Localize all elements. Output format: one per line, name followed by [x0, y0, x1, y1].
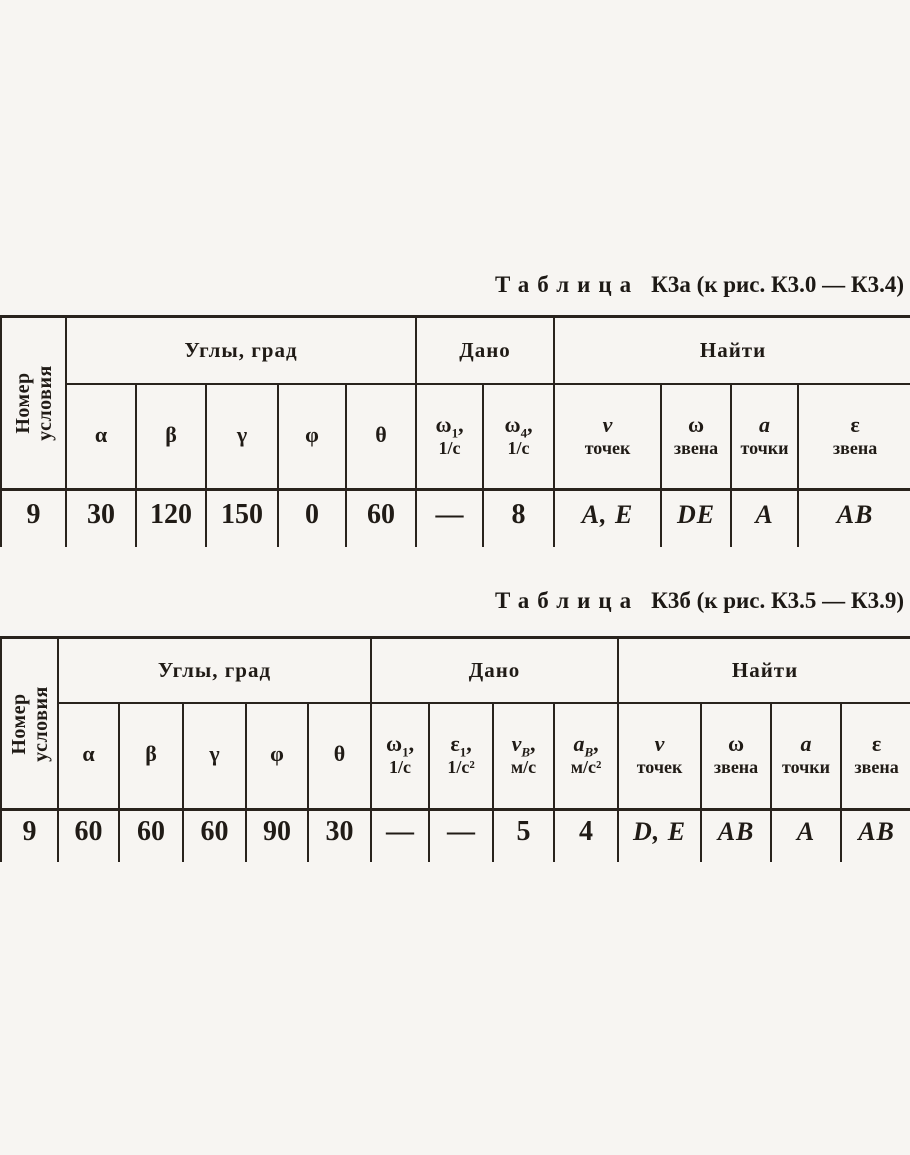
table1-title-word: Таблица [495, 272, 640, 297]
t2-colhead-vB: $v_B$, м/с [493, 703, 554, 810]
t1-val-beta: 120 [136, 490, 206, 547]
t1-val-phi: 0 [278, 490, 346, 547]
table2-title-ref: К3б (к рис. К3.5 — К3.9) [651, 588, 904, 613]
t2-group-given: Дано [371, 638, 618, 703]
t1-val-alpha: 30 [66, 490, 136, 547]
table2-title [495, 588, 904, 614]
t1-corner-header: Номер условия [1, 317, 66, 490]
table1-title [495, 272, 904, 298]
t2-val-a-point: A [771, 810, 841, 862]
t1-val-omega4: 8 [483, 490, 554, 547]
t2-group-find: Найти [618, 638, 910, 703]
t2-val-beta: 60 [119, 810, 183, 862]
t2-colhead-eps1: $\varepsilon_1$, 1/с² [429, 703, 493, 810]
table1-title-ref: К3а (к рис. К3.0 — К3.4) [651, 272, 904, 297]
t1-val-v-points: A, E [554, 490, 661, 547]
t1-group-find: Найти [554, 317, 910, 384]
t2-colhead-a-point: a точки [771, 703, 841, 810]
t2-colhead-eps-link: ε звена [841, 703, 910, 810]
t2-val-alpha: 60 [58, 810, 119, 862]
table-k3b [0, 636, 910, 862]
t1-val-a-point: A [731, 490, 798, 547]
t2-colhead-gamma: γ [183, 703, 246, 810]
t1-val-number: 9 [1, 490, 66, 547]
t2-corner-header: Номер условия [1, 638, 58, 810]
t1-colhead-beta: β [136, 384, 206, 490]
t2-val-eps-link: AB [841, 810, 910, 862]
t1-colhead-a-point: a точки [731, 384, 798, 490]
t1-colhead-alpha: α [66, 384, 136, 490]
t1-val-omega-link: DE [661, 490, 731, 547]
t2-colhead-aB: $a_B$, м/с² [554, 703, 618, 810]
t2-val-vB: 5 [493, 810, 554, 862]
t1-val-omega1: — [416, 490, 483, 547]
t2-colhead-omega-link: ω звена [701, 703, 771, 810]
t1-group-angles: Углы, град [66, 317, 416, 384]
t1-colhead-omega4: $\omega_4$, 1/с [483, 384, 554, 490]
t1-val-gamma: 150 [206, 490, 278, 547]
table-k3a [0, 315, 910, 547]
t1-colhead-gamma: γ [206, 384, 278, 490]
t2-val-omega1: — [371, 810, 429, 862]
table2-title-word: Таблица [495, 588, 640, 613]
t1-colhead-phi: φ [278, 384, 346, 490]
t2-group-angles: Углы, град [58, 638, 371, 703]
t2-colhead-phi: φ [246, 703, 308, 810]
t2-val-omega-link: AB [701, 810, 771, 862]
t1-colhead-omega1: $\omega_1$, 1/с [416, 384, 483, 490]
t1-val-theta: 60 [346, 490, 416, 547]
t1-val-eps-link: AB [798, 490, 910, 547]
t2-val-phi: 90 [246, 810, 308, 862]
t2-colhead-omega1: $\omega_1$, 1/с [371, 703, 429, 810]
t2-colhead-beta: β [119, 703, 183, 810]
t1-colhead-eps-link: ε звена [798, 384, 910, 490]
t2-val-theta: 30 [308, 810, 371, 862]
t2-val-v-points: D, E [618, 810, 701, 862]
t2-val-aB: 4 [554, 810, 618, 862]
t1-group-given: Дано [416, 317, 554, 384]
t2-val-gamma: 60 [183, 810, 246, 862]
t1-colhead-theta: θ [346, 384, 416, 490]
t2-colhead-v-points: v точек [618, 703, 701, 810]
t1-colhead-v-points: v точек [554, 384, 661, 490]
t2-val-number: 9 [1, 810, 58, 862]
t2-colhead-theta: θ [308, 703, 371, 810]
t1-colhead-omega-link: ω звена [661, 384, 731, 490]
t2-colhead-alpha: α [58, 703, 119, 810]
t2-val-eps1: — [429, 810, 493, 862]
